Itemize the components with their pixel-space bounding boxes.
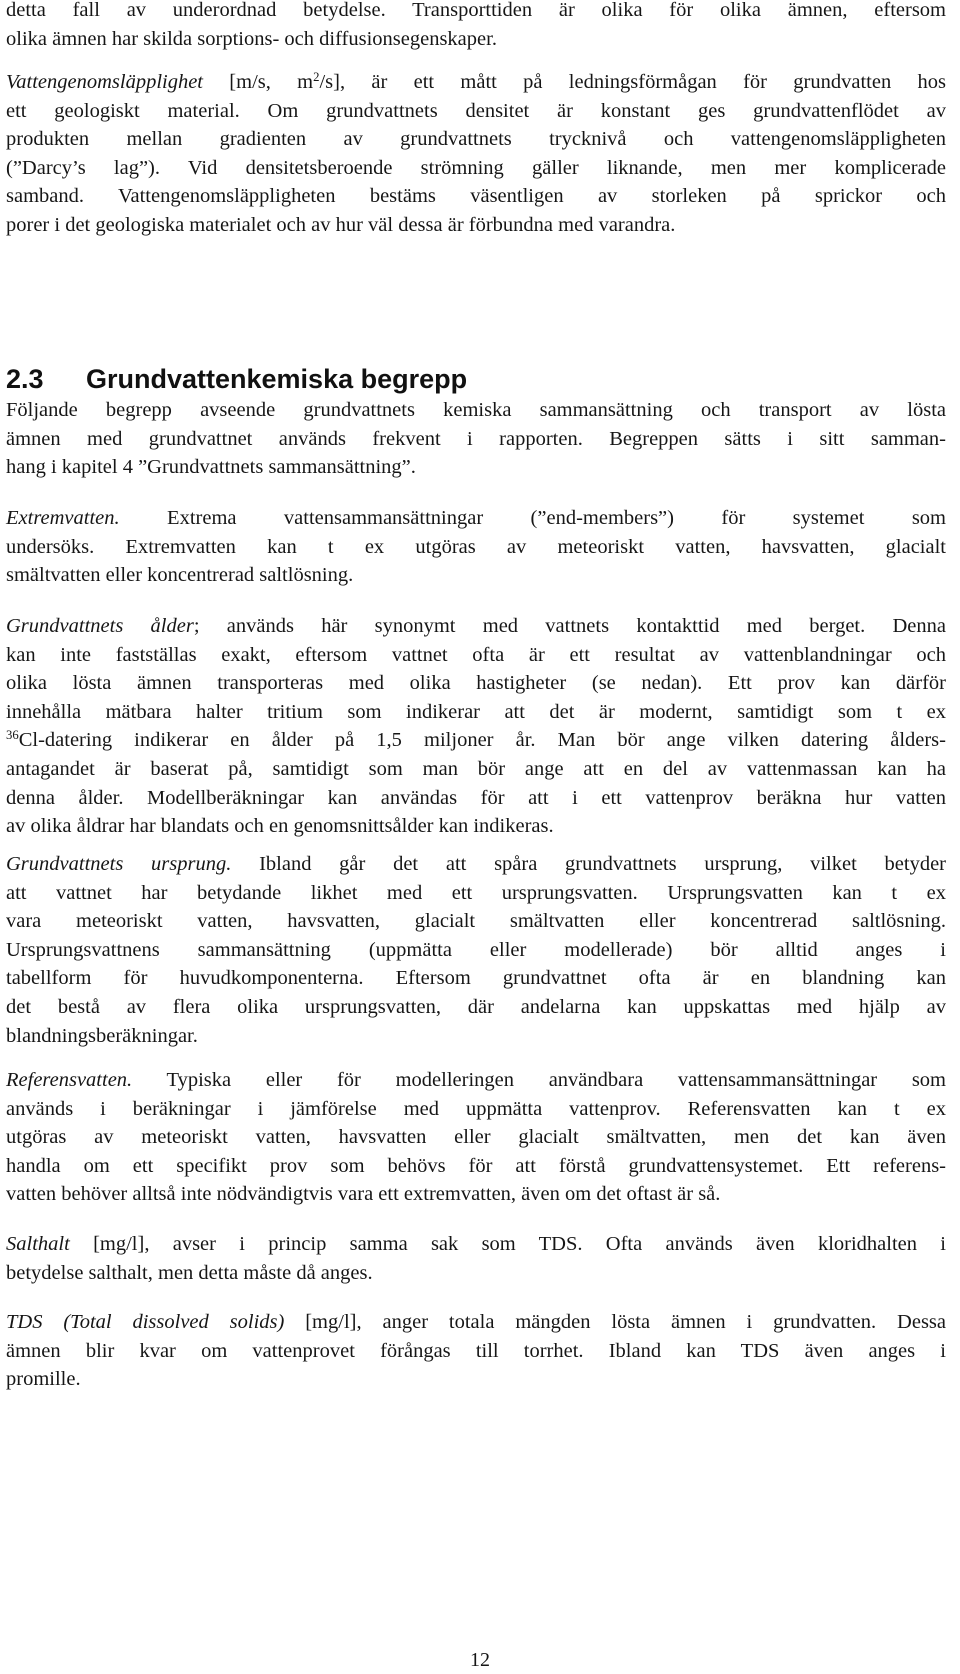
text-line: porer i det geologiska materialet och av hur väl dessa är förbundna med varandra. xyxy=(6,213,676,236)
page-number: 12 xyxy=(470,1649,490,1671)
text-line: Ursprungsvattnens sammansättning (uppmätta eller modellerade) bör alltid anges i xyxy=(6,938,946,961)
tds-paragraph xyxy=(6,1308,946,1394)
term-extremvatten: Extremvatten. xyxy=(6,507,120,529)
section-intro-paragraph xyxy=(6,396,946,482)
text-line: undersöks. Extremvatten kan t ex utgöras av meteoriskt vatten, havsvatten, glacialt xyxy=(6,535,946,558)
term-permeability: Vattengenomsläpplighet xyxy=(6,71,204,93)
text-line: utgöras av meteoriskt vatten, havsvatten eller glacialt smältvatten, men det kan även xyxy=(6,1126,946,1149)
text-fragment: [mg/l], anger totala mängden lösta ämnen i grundvatten. Dessa xyxy=(284,1311,946,1333)
intro-paragraph xyxy=(6,0,946,53)
text-line: det bestå av flera olika ursprungsvatten, där andelarna kan uppskattas med hjälp av xyxy=(6,995,946,1018)
text-fragment: [mg/l], avser i princip samma sak som TDS. Ofta används även kloridhalten i xyxy=(69,1233,946,1255)
section-heading xyxy=(6,362,467,396)
text-line: ett geologiskt material. Om grundvattnets densitet är konstant ges grundvattenflödet av xyxy=(6,99,946,122)
text-line xyxy=(6,850,946,879)
term-ursprung: Grundvattnets ursprung. xyxy=(6,853,232,875)
text-line: ämnen blir kvar om vattenprovet förångas till torrhet. Ibland kan TDS även anges i xyxy=(6,1339,946,1362)
text-fragment: Extrema vattensammansättningar (”end-members”) för systemet som xyxy=(119,507,946,529)
text-line xyxy=(6,1230,946,1259)
text-line: olika lösta ämnen transporteras med olika hastigheter (se nedan). Ett prov kan därför xyxy=(6,672,946,695)
text-line xyxy=(6,1066,946,1095)
text-line: handla om ett specifikt prov som behövs för att förstå grundvattensystemet. Ett referens- xyxy=(6,1154,946,1177)
text-fragment: Ibland går det att spåra grundvattnets ursprung, vilket betyder xyxy=(231,853,946,875)
text-fragment: /s], är ett mått på ledningsförmågan för grundvatten hos xyxy=(319,71,946,93)
term-referensvatten: Referensvatten. xyxy=(6,1069,133,1091)
salthalt-paragraph xyxy=(6,1230,946,1287)
text-line: produkten mellan gradienten av grundvattnets trycknivå och vattengenomsläppligheten xyxy=(6,128,946,151)
text-line: ämnen med grundvattnet används frekvent i rapporten. Begreppen sätts i sitt samman- xyxy=(6,427,946,450)
text-line: olika ämnen har skilda sorptions- och diffusionsegenskaper. xyxy=(6,27,497,50)
section-title: Grundvattenkemiska begrepp xyxy=(86,364,468,394)
term-alder: Grundvattnets ålder xyxy=(6,615,194,637)
text-line: innehålla mätbara halter tritium som indikerar att det är modernt, samtidigt som t ex xyxy=(6,700,946,723)
text-line: smältvatten eller koncentrerad saltlösning. xyxy=(6,564,354,587)
text-line: samband. Vattengenomsläppligheten bestäms väsentligen av storleken på sprickor och xyxy=(6,185,946,208)
text-line: Följande begrepp avseende grundvattnets kemiska sammansättning och transport av lösta xyxy=(6,399,946,421)
text-line: detta fall av underordnad betydelse. Transporttiden är olika för olika ämnen, eftersom xyxy=(6,0,946,21)
referensvatten-paragraph xyxy=(6,1066,946,1209)
text-line: vatten behöver alltså inte nödvändigtvis vara ett extremvatten, även om det oftast är så. xyxy=(6,1183,721,1206)
text-line xyxy=(6,612,946,641)
section-number: 2.3 xyxy=(6,364,44,394)
text-line: vara meteoriskt vatten, havsvatten, glacialt smältvatten eller koncentrerad saltlösning. xyxy=(6,910,946,933)
text-line xyxy=(6,504,946,533)
term-tds: TDS (Total dissolved solids) xyxy=(6,1311,285,1333)
text-line: hang i kapitel 4 ”Grundvattnets sammansättning”. xyxy=(6,456,416,479)
term-salthalt: Salthalt xyxy=(6,1233,70,1255)
text-line: kan inte fastställas exakt, eftersom vattnet ofta är ett resultat av vattenblandningar och xyxy=(6,643,946,666)
isotope-superscript: 36 xyxy=(6,728,19,743)
text-line: denna ålder. Modellberäkningar kan användas för att i ett vattenprov beräkna hur vatten xyxy=(6,786,946,809)
text-line: tabellform för huvudkomponenterna. Eftersom grundvattnet ofta är en blandning kan xyxy=(6,967,946,990)
text-line xyxy=(6,1308,946,1337)
text-line: promille. xyxy=(6,1368,81,1391)
text-line: att vattnet har betydande likhet med ett ursprungsvatten. Ursprungsvatten kan t ex xyxy=(6,881,946,904)
text-fragment: Typiska eller för modelleringen användbara vattensammansättningar som xyxy=(132,1069,946,1091)
text-line: används i beräkningar i jämförelse med uppmätta vattenprov. Referensvatten kan t ex xyxy=(6,1097,946,1120)
text-line: (”Darcy’s lag”). Vid densitetsberoende strömning gäller liknande, men mer komplicerade xyxy=(6,156,946,179)
text-fragment: [m/s, m xyxy=(203,71,314,93)
extremvatten-paragraph xyxy=(6,504,946,590)
alder-paragraph xyxy=(6,612,946,841)
text-fragment: Cl-datering indikerar en ålder på 1,5 miljoner år. Man bör ange vilken datering ålders- xyxy=(18,729,946,752)
permeability-paragraph xyxy=(6,68,946,240)
text-line xyxy=(6,726,946,755)
text-line xyxy=(6,68,946,97)
text-line: antagandet är baserat på, samtidigt som man bör ange att en del av vattenmassan kan ha xyxy=(6,757,946,780)
text-fragment: ; används här synonymt med vattnets kontakttid med berget. Denna xyxy=(193,615,946,637)
ursprung-paragraph xyxy=(6,850,946,1050)
text-line: av olika åldrar har blandats och en genomsnittsålder kan indikeras. xyxy=(6,815,554,838)
text-line: betydelse salthalt, men detta måste då anges. xyxy=(6,1261,373,1284)
text-line: blandningsberäkningar. xyxy=(6,1024,198,1047)
superscript: 2 xyxy=(313,70,320,85)
